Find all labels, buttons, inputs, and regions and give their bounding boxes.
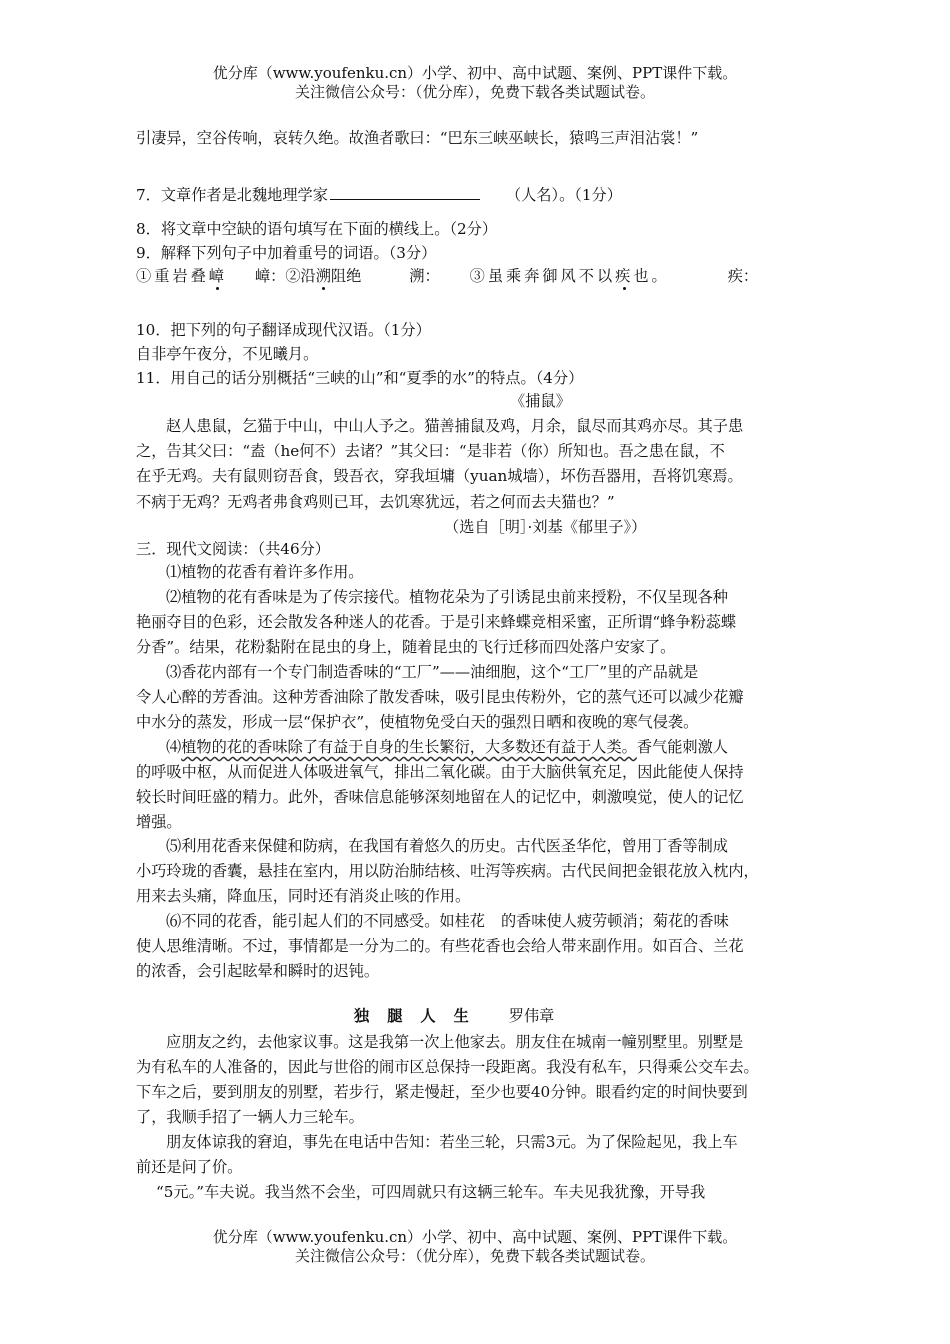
question-8: 8．将文章中空缺的语句填写在下面的横线上。（2分） — [136, 220, 498, 238]
question-7 — [136, 185, 816, 205]
paragraph-3-line: ⑶香花内部有一个专门制造香味的“工厂”——油细胞，这个“工厂”里的产品就是 — [166, 663, 699, 681]
item-c-prefix: ③虽乘奔御风不以 — [469, 267, 616, 285]
question-7-text: 7．文章作者是北魏地理学家 — [136, 186, 328, 204]
page-footer — [0, 1228, 950, 1266]
header-line-1: 优分库（www.youfenku.cn）小学、初中、高中试题、案例、PPT课件下载。 — [212, 64, 738, 82]
paragraph-4-line: 较长时间旺盛的精力。此外，香味信息能够深刻地留在人的记忆中，刺激嗅觉，使人的记忆 — [136, 788, 744, 806]
paragraph-6-start: ⑹不同的花香，能引起人们的不同感受。如桂花 — [166, 912, 485, 930]
question-10-sentence: 自非亭午夜分，不见曦月。 — [136, 345, 319, 363]
paragraph-4-line: 增强。 — [136, 813, 182, 831]
question-10: 10．把下列的句子翻译成现代汉语。（1分） — [136, 321, 431, 339]
paragraph-2-line: ⑵植物的花有香味是为了传宗接代。植物花朵为了引诱昆虫前来授粉，不仅呈现各种 — [166, 588, 728, 606]
paragraph-6-rest: 的香味使人疲劳顿消；菊花的香味 — [500, 912, 729, 930]
item-a-prefix: ①重岩叠 — [136, 267, 209, 285]
item-b-label: 溯： — [409, 267, 440, 285]
story-line: 下车之后，要到朋友的别墅，若步行，紧走慢赶，至少也要40分钟。眼看约定的时间快要到 — [136, 1083, 748, 1101]
item-b-suffix: 阻绝 — [330, 267, 362, 285]
paragraph-3-line: 令人心醉的芳香油。这种芳香油除了散发香味，吸引昆虫传粉外，它的蒸气还可以减少花瓣 — [136, 688, 744, 706]
paragraph-6-line: 使人思维清晰。不过，事情都是一分为二的。有些花香也会给人带来副作用。如百合、兰花 — [136, 937, 744, 955]
story-line: 朋友体谅我的窘迫，事先在电话中告知：若坐三轮，只需3元。为了保险起见，我上车 — [166, 1133, 738, 1151]
wavy-underlined-sentence: 植物的花的香味除了有益于自身的生长繁衍，大多数还有益于人类。 — [181, 738, 637, 756]
section-heading: 三．现代文阅读：（共46分） — [136, 540, 330, 558]
passage-title: 《捕鼠》 — [510, 392, 571, 410]
answer-blank[interactable] — [330, 185, 480, 200]
story-line: 应朋友之约，去他家议事。这是我第一次上他家去。朋友住在城南一幢别墅里。别墅是 — [166, 1033, 744, 1051]
story-heading — [354, 1006, 654, 1026]
question-9-items — [136, 266, 816, 286]
paragraph-4-number: ⑷ — [166, 738, 182, 756]
item-c-emphasis: 疾 — [615, 267, 634, 285]
question-9: 9．解释下列句子中加着重号的词语。（3分） — [136, 244, 437, 262]
paragraph-6-line: 的浓香，会引起眩晕和瞬时的迟钝。 — [136, 962, 379, 980]
header-line-2: 关注微信公众号：（优分库），免费下载各类试题试卷。 — [294, 83, 655, 101]
page-header — [0, 64, 950, 102]
footer-line-2: 关注微信公众号：（优分库），免费下载各类试题试卷。 — [294, 1247, 655, 1265]
item-a-emphasis: 嶂 — [208, 267, 227, 285]
paragraph-5-line: 小巧玲珑的香囊，悬挂在室内，用以防治肺结核、吐泻等疾病。古代民间把金银花放入枕内， — [136, 862, 759, 880]
paragraph-3-line: 中水分的蒸发，形成一层“保护衣”，使植物免受白天的强烈日晒和夜晚的寒气侵袭。 — [136, 713, 699, 731]
passage-continuation: 引凄异，空谷传响，哀转久绝。故渔者歌曰：“巴东三峡巫峡长，猿鸣三声泪沾裳！” — [136, 129, 699, 147]
paragraph-5-line: ⑸利用花香来保健和防病，在我国有着悠久的历史。古代医圣华佗，曾用丁香等制成 — [166, 837, 728, 855]
paragraph-4-line: 的呼吸中枢，从而促进人体吸进氧气，排出二氧化碳。由于大脑供氧充足，因此能使人保持 — [136, 763, 744, 781]
footer-line-1: 优分库（www.youfenku.cn）小学、初中、高中试题、案例、PPT课件下载。 — [212, 1228, 738, 1246]
paragraph-2-line: 分香”。结果，花粉黏附在昆虫的身上，随着昆虫的飞行迁移而四处落户安家了。 — [136, 638, 676, 656]
paragraph-4-rest: 香气能刺激人 — [636, 738, 728, 756]
question-7-suffix: （人名）。（1分） — [505, 186, 622, 204]
passage-source: （选自［明］·刘基《郁里子》） — [444, 518, 647, 536]
item-c-suffix: 也。 — [633, 267, 670, 285]
paragraph-4-line — [166, 737, 816, 757]
paragraph-6-line — [166, 911, 816, 931]
passage-line: 赵人患鼠，乞猫于中山，中山人予之。猫善捕鼠及鸡，月余，鼠尽而其鸡亦尽。其子患 — [166, 417, 744, 435]
paragraph-2-line: 艳丽夺目的色彩，还会散发各种迷人的花香。于是引来蜂蝶竞相采蜜，正所谓“蜂争粉蕊蝶 — [136, 613, 737, 631]
story-author: 罗伟章 — [508, 1007, 555, 1025]
story-title: 独腿人生 — [354, 1007, 487, 1025]
item-b-prefix: ②沿 — [285, 267, 316, 285]
item-c-label: 疾： — [727, 267, 759, 285]
passage-line: 之，告其父曰：“盍（he何不）去诸？”其父曰：“是非若（你）所知也。吾之患在鼠，不 — [136, 442, 725, 460]
story-line: 为有私车的人准备的，因此与世俗的闹市区总保持一段距离。我没有私车，只得乘公交车去。 — [136, 1058, 759, 1076]
story-line: “5元。”车夫说。我当然不会坐，可四周就只有这辆三轮车。车夫见我犹豫，开导我 — [156, 1183, 706, 1201]
paragraph-5-line: 用来去头痛，降血压，同时还有消炎止咳的作用。 — [136, 887, 471, 905]
item-a-label: 嶂： — [254, 267, 286, 285]
passage-line: 不病于无鸡？无鸡者弗食鸡则已耳，去饥寒犹远，若之何而去夫猫也？” — [136, 493, 615, 511]
item-b-emphasis: 溯 — [315, 267, 331, 285]
question-11: 11．用自己的话分别概括“三峡的山”和“夏季的水”的特点。（4分） — [136, 369, 584, 387]
story-line: 了，我顺手招了一辆人力三轮车。 — [136, 1108, 364, 1126]
passage-line: 在乎无鸡。夫有鼠则窃吾食，毁吾衣，穿我垣墉（yuan城墙），坏伤吾器用，吾将饥寒焉。 — [136, 467, 743, 485]
story-line: 前还是问了价。 — [136, 1158, 243, 1176]
paragraph-1: ⑴植物的花香有着许多作用。 — [166, 563, 364, 581]
